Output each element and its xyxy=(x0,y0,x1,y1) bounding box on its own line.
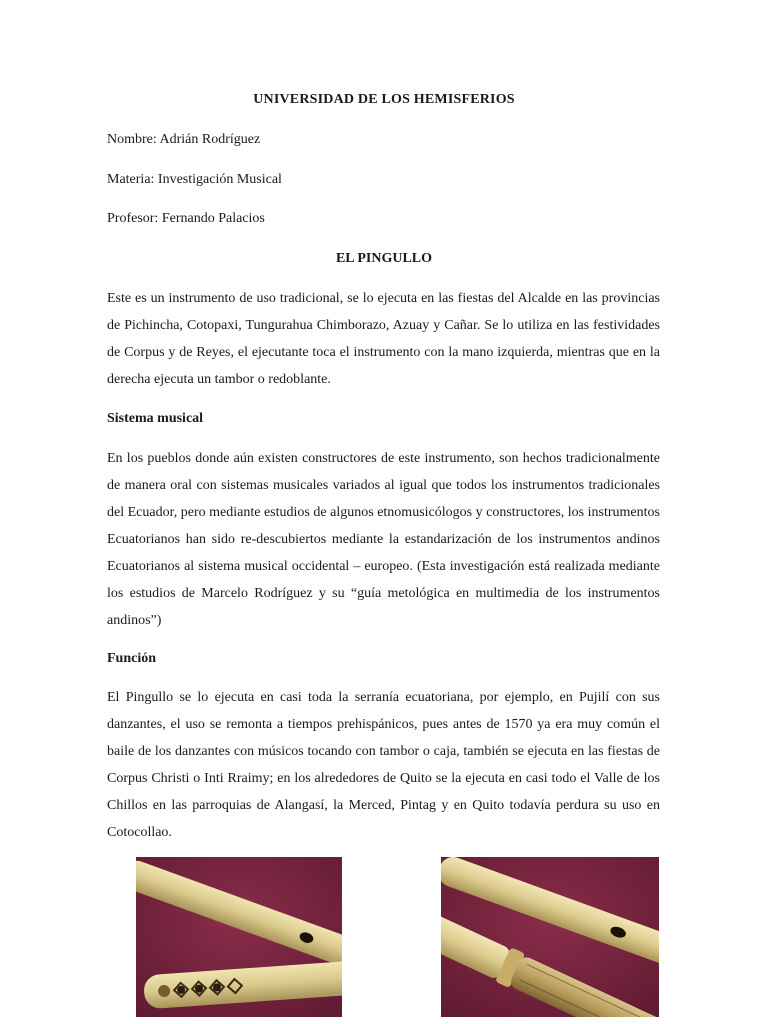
pingullo-photo-left xyxy=(136,857,342,1017)
section-heading-funcion: Función xyxy=(107,651,157,666)
university-title: UNIVERSIDAD DE LOS HEMISFERIOS xyxy=(253,92,515,107)
sistema-musical-paragraph: En los pueblos donde aún existen constructores de este instrumento, son hechos tradicionalmente de manera oral con sistemas musicales variados al igual que todos los instrumentos tradicionales del Ecuador, pero mediante estudios de algunos etnomusicólogos y constructores, los instrumentos Ecuatorianos han sido re-descubiertos mediante la estandarización de los instrumentos andinos Ecuatorianos al sistema musical occidental – europeo. (Esta investigación está realizada mediante los estudios de Marcelo Rodríguez y su “guía metológica en multimedia de los instrumentos andinos”) xyxy=(107,451,660,628)
funcion-paragraph: El Pingullo se lo ejecuta en casi toda la serranía ecuatoriana, por ejemplo, en Pujilí con sus danzantes, el uso se remonta a tiempos prehispánicos, pues antes de 1570 ya era muy común el baile de los danzantes con músicos tocando con tambor o caja, también se ejecuta en las fiestas de Corpus Christi o Inti Rraimy; en los alrededores de Quito se la ejecuta en casi todo el Valle de los Chillos en las parroquias de Alangasí, la Merced, Pintag y en Quito todavía perdura su uso en Cotocollao. xyxy=(107,690,660,840)
subject-line: Materia: Investigación Musical xyxy=(107,172,282,187)
student-name: Nombre: Adrián Rodríguez xyxy=(107,132,261,147)
document-title: EL PINGULLO xyxy=(335,251,433,266)
section-heading-sistema-musical: Sistema musical xyxy=(107,411,204,426)
intro-paragraph: Este es un instrumento de uso tradicional, se lo ejecuta en las fiestas del Alcalde en las provincias de Pichincha, Cotopaxi, Tungurahua Chimborazo, Azuay y Cañar. Se lo utiliza en las festividades de Corpus y de Reyes, el ejecutante toca el instrumento con la mano izquierda, mientras que en la derecha ejecuta un tambor o redoblante. xyxy=(107,291,660,387)
pingullo-photo-right xyxy=(441,857,659,1017)
professor-line: Profesor: Fernando Palacios xyxy=(107,211,265,226)
